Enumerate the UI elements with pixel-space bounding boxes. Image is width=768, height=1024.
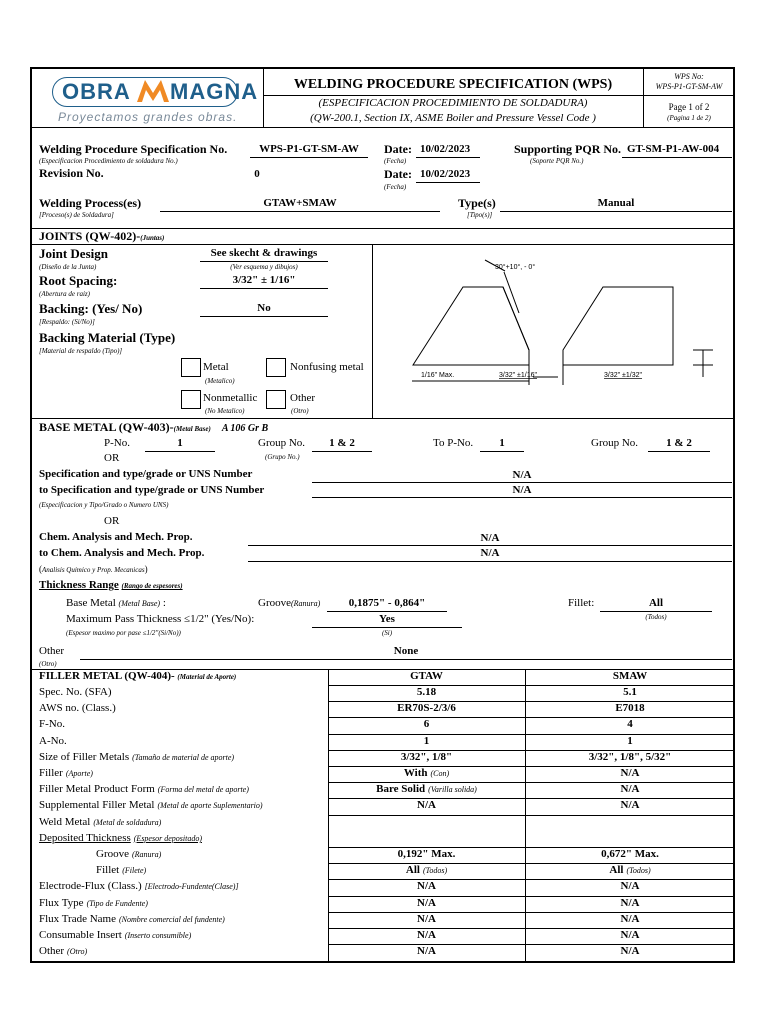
joint-design-label: Joint Design <box>39 246 108 261</box>
filler-row-label <box>39 832 202 844</box>
other-base-line <box>80 659 732 660</box>
filler-cell-gtaw <box>328 718 525 730</box>
other-base-label-es: (Otro) <box>39 660 57 668</box>
filler-row-label-text: Flux Type <box>39 896 84 909</box>
filler-row-label-es: (Filete) <box>122 866 147 876</box>
filler-cell-value: Bare Solid <box>376 783 426 796</box>
to-chem-line <box>248 561 732 562</box>
filler-cell-gtaw <box>328 735 525 747</box>
fillet-thick-value: All <box>648 597 664 609</box>
chem-label: Chem. Analysis and Mech. Prop. <box>39 531 193 543</box>
spec-line <box>312 482 732 483</box>
thickness-range-es: (Rango de espesores) <box>121 582 183 590</box>
pqr-line <box>622 157 732 158</box>
max-pass-label: Maximum Pass Thickness ≤1/2" (Yes/No): <box>66 613 255 625</box>
date-label: Date: <box>384 142 412 156</box>
filler-row-label <box>96 864 146 876</box>
filler-row-label-text: Spec. No. (SFA) <box>39 686 112 698</box>
filler-row-label-es: (Otro) <box>67 947 88 957</box>
fillet-thick-value-es: (Todos) <box>645 613 667 621</box>
filler-cell-value: 0,192" Max. <box>397 848 456 860</box>
wps-no-label: WPS No: <box>674 72 704 81</box>
page-number: Page 1 of 2 <box>668 102 710 112</box>
filler-row-label-es: (Inserto consumible) <box>124 931 192 940</box>
metal-checkbox[interactable] <box>181 358 201 377</box>
date2-value: 10/02/2023 <box>420 168 471 180</box>
joints-section-title <box>39 229 164 244</box>
group2-value: 1 & 2 <box>666 437 692 449</box>
page-number-es: (Pagina 1 de 2) <box>667 114 711 122</box>
wps-spec-label: Welding Procedure Specification No. <box>39 142 228 156</box>
spec-value: N/A <box>512 469 532 481</box>
joints-title-text: JOINTS (QW-402)- <box>39 229 141 243</box>
filler-cell-value: N/A <box>417 896 436 909</box>
filler-cell-value: N/A <box>620 945 640 958</box>
thickness-range-title <box>39 579 183 591</box>
joint-design-value: See skecht & drawings <box>210 247 318 259</box>
other-checkbox[interactable] <box>266 390 286 409</box>
backing-label-es: [Respaldo: (Si/No)] <box>39 318 95 326</box>
backing-material-label: Backing Material (Type) <box>39 330 176 345</box>
base-metal-top-rule <box>30 418 735 419</box>
logo-agna: MAGNA <box>170 79 259 104</box>
form-subtitle-es: (ESPECIFICACION PROCEDIMIENTO DE SOLDADURA) <box>318 97 588 109</box>
chem-line <box>248 545 732 546</box>
wps-spec-line <box>250 157 368 158</box>
filler-row-label <box>39 767 93 779</box>
filler-cell-smaw <box>525 702 735 714</box>
process-label: Welding Process(es) <box>39 196 142 210</box>
filler-cell-smaw <box>525 945 735 957</box>
filler-cell-smaw <box>525 864 735 876</box>
filler-cell-value-es: (Todos) <box>626 866 651 876</box>
root-spacing-value: 3/32" ± 1/16" <box>232 274 296 286</box>
filler-cell-value: ER70S-2/3/6 <box>397 702 456 715</box>
group-no-value: 1 & 2 <box>329 437 355 449</box>
filler-row-label <box>39 702 116 714</box>
filler-cell-gtaw <box>328 897 525 909</box>
backing-label: Backing: (Yes/ No) <box>39 301 143 316</box>
pqr-value: GT-SM-P1-AW-004 <box>627 143 720 155</box>
nonmetallic-option-label: Nonmetallic <box>203 392 258 404</box>
filler-cell-value: 3/32", 1/8", 5/32" <box>588 750 672 763</box>
groove-thick-text: Groove <box>258 597 291 609</box>
joint-design-line <box>200 261 328 262</box>
filler-cell-value: All <box>405 864 420 877</box>
to-chem-label: to Chem. Analysis and Mech. Prop. <box>39 547 205 559</box>
p-no-value: 1 <box>177 437 183 449</box>
chem-label-es <box>39 564 148 574</box>
type-label-es: [Tipo(s)] <box>467 211 493 219</box>
nonfusing-option-label: Nonfusing metal <box>290 361 364 373</box>
base-metal-thick-label: Base Metal (Metal Base) : <box>66 597 166 609</box>
filler-row-label-text: Other <box>39 945 65 958</box>
joint-sketch-diagram <box>373 245 735 417</box>
filler-cell-smaw <box>525 848 735 860</box>
filler-row-label <box>39 783 249 795</box>
to-p-no-label: To P-No. <box>433 437 474 449</box>
filler-cell-value: N/A <box>417 929 436 941</box>
filler-cell-value: 0,672" Max. <box>601 848 659 860</box>
filler-row-label-text: Groove <box>96 848 129 860</box>
root-spacing-label: Root Spacing: <box>39 273 118 288</box>
header-bottom-rule <box>30 127 735 128</box>
type-line <box>500 211 732 212</box>
filler-row-label <box>39 686 112 698</box>
filler-cell-value: 5.18 <box>416 686 437 698</box>
to-p-no-value: 1 <box>499 437 505 449</box>
other-base-label: Other <box>39 645 65 657</box>
filler-cell-value-es: (Todos) <box>422 866 448 876</box>
wps-spec-value: WPS-P1-GT-SM-AW <box>259 143 359 155</box>
other-option-label: Other <box>290 392 316 404</box>
filler-row-label-es: [Electrodo-Fundente(Clase)] <box>144 882 239 892</box>
filler-cell-value: All <box>609 864 624 877</box>
gap-label: 3/32" ±1/16" <box>499 372 538 379</box>
filler-cell-smaw <box>525 751 735 763</box>
wps-no-value: WPS-P1-GT-SM-AW <box>655 82 723 91</box>
spec-label: Specification and type/grade or UNS Number <box>39 468 253 480</box>
joints-title-es: (Juntas) <box>140 234 165 242</box>
right-plate <box>563 287 673 365</box>
filler-col-gtaw: GTAW <box>410 670 443 682</box>
type-value: Manual <box>597 197 635 209</box>
groove-thick-label <box>258 597 320 609</box>
title-rule <box>263 95 643 96</box>
logo-m-icon <box>136 75 170 105</box>
filler-row-label-es: (Tipo de Fundente) <box>86 898 148 908</box>
filler-cell-smaw <box>525 929 735 941</box>
filler-cell-smaw <box>525 735 735 747</box>
filler-cell-value: N/A <box>620 929 640 941</box>
date-value: 10/02/2023 <box>420 143 471 155</box>
filler-cell-value: 1 <box>627 734 633 747</box>
filler-cell-gtaw <box>328 751 525 763</box>
base-metal-thick-es: (Metal Base) <box>118 599 161 608</box>
filler-cell-value: E7018 <box>615 702 645 715</box>
filler-cell-value-es: (Con) <box>430 769 450 778</box>
max-pass-label-es: (Espesor maximo por pase ≤1/2"(Si/No)) <box>66 629 181 637</box>
filler-cell-smaw <box>525 718 735 730</box>
filler-row-label-text: Electrode-Flux (Class.) <box>39 880 142 893</box>
or-label-2: OR <box>104 515 120 527</box>
filler-row-label <box>39 718 65 730</box>
filler-row-label <box>39 735 67 747</box>
code-reference: (QW-200.1, Section IX, ASME Boiler and Pressure Vessel Code ) <box>310 112 596 124</box>
filler-row-label-text: Fillet <box>96 864 120 877</box>
filler-row-label <box>39 945 87 957</box>
max-pass-value-es: (Si) <box>381 629 393 637</box>
filler-row-label-text: Deposited Thickness <box>39 831 131 844</box>
filler-cell-gtaw <box>328 945 525 957</box>
filler-cell-gtaw <box>328 702 525 714</box>
filler-row-label-es: (Espesor depositado) <box>133 833 202 843</box>
base-metal-title-text: BASE METAL (QW-403)- <box>39 420 174 434</box>
joint-design-label-es: (Diseño de la Junta) <box>39 263 97 271</box>
backing-material-label-es: [Material de respaldo (Tipo)] <box>39 347 123 355</box>
filler-cell-value: N/A <box>620 896 640 909</box>
fillet-thick-line <box>600 611 712 612</box>
base-metal-section-title <box>39 420 268 435</box>
nonfusing-checkbox[interactable] <box>266 358 286 377</box>
filler-cell-value: N/A <box>620 912 640 925</box>
filler-row-label-text: Flux Trade Name <box>39 912 116 925</box>
logo-tagline: Proyectamos grandes obras. <box>58 110 238 124</box>
filler-cell-gtaw <box>328 686 525 698</box>
filler-row-label <box>39 929 191 941</box>
filler-row-label-es: (Nombre comercial del fundente) <box>119 914 225 924</box>
gap-label-2: 3/32" ±1/32" <box>604 372 643 379</box>
filler-row-label-es: (Metal de soldadura) <box>93 817 162 827</box>
groove-thick-es: (Ranura) <box>291 599 321 608</box>
filler-cell-smaw <box>525 783 735 795</box>
base-metal-title-es: (Metal Base) <box>173 425 211 433</box>
filler-row-label <box>39 816 161 828</box>
chem-es-open: ( <box>39 564 42 574</box>
filler-row-label-text: Filler Metal Product Form <box>39 783 155 796</box>
filler-cell-value: N/A <box>620 767 640 779</box>
land-label: 1/16" Max. <box>421 372 455 379</box>
groove-thick-line <box>327 611 447 612</box>
or-label-1: OR <box>104 452 120 464</box>
group-no-label: Group No. <box>258 437 306 449</box>
filler-cell-smaw <box>525 913 735 925</box>
filler-cell-value-es: (Varilla solida) <box>428 785 477 795</box>
wps-no-rule <box>643 95 735 96</box>
filler-cell-value: N/A <box>620 783 640 796</box>
filler-row-label-text: Supplemental Filler Metal <box>39 799 155 812</box>
filler-row-label <box>39 897 148 909</box>
group-no-label-es: (Grupo No.) <box>265 453 300 461</box>
type-label: Type(s) <box>458 196 496 210</box>
filler-cell-value: N/A <box>417 799 436 812</box>
fillet-thick-label: Fillet: <box>568 597 595 609</box>
filler-cell-value: 3/32", 1/8" <box>400 750 453 763</box>
joint-design-value-es: (Ver esquema y dibujos) <box>230 263 298 271</box>
filler-cell-smaw <box>525 799 735 811</box>
metal-option-label: Metal <box>203 361 229 373</box>
group2-label: Group No. <box>591 437 639 449</box>
filler-row-label-es: (Ranura) <box>132 850 162 859</box>
filler-cell-gtaw <box>328 848 525 860</box>
revision-value: 0 <box>254 168 260 180</box>
thickness-range-text: Thickness Range <box>39 579 119 591</box>
p-no-label: P-No. <box>104 437 130 449</box>
left-plate <box>413 287 529 365</box>
filler-row-label-text: Consumable Insert <box>39 929 122 941</box>
process-value: GTAW+SMAW <box>263 197 337 209</box>
filler-cell-smaw <box>525 880 735 892</box>
date2-label: Date: <box>384 167 412 181</box>
logo-obra: OBRA <box>62 79 131 104</box>
filler-row-label <box>39 751 234 763</box>
filler-cell-smaw <box>525 686 735 698</box>
process-label-es: [Proceso(s) de Soldadura] <box>39 211 114 219</box>
filler-col-smaw: SMAW <box>612 670 648 682</box>
metal-option-label-es: (Metalico) <box>205 377 235 385</box>
filler-row-label-text: AWS no. (Class.) <box>39 702 116 715</box>
filler-row-label <box>39 880 239 892</box>
filler-cell-gtaw <box>328 880 525 892</box>
max-pass-line <box>312 627 462 628</box>
max-pass-value: Yes <box>379 613 395 625</box>
chem-value: N/A <box>480 532 500 544</box>
to-spec-value: N/A <box>512 484 532 496</box>
date2-line <box>416 182 480 183</box>
date-label-es: (Fecha) <box>384 157 407 165</box>
filler-cell-smaw <box>525 767 735 779</box>
filler-cell-value: N/A <box>417 945 436 958</box>
pqr-label: Supporting PQR No. <box>514 142 622 156</box>
process-line <box>160 211 440 212</box>
filler-row-label <box>96 848 161 860</box>
filler-cell-gtaw <box>328 929 525 941</box>
revision-label: Revision No. <box>39 166 104 180</box>
filler-title-es: (Material de Aporte) <box>177 673 237 681</box>
filler-cell-value: 5.1 <box>623 686 637 698</box>
pqr-label-es: (Soporte PQR No.) <box>530 157 584 165</box>
root-spacing-line <box>200 288 328 289</box>
filler-cell-value: N/A <box>417 880 436 893</box>
filler-row-rule <box>328 815 735 816</box>
filler-section-title <box>39 670 236 682</box>
filler-cell-value: N/A <box>620 880 640 893</box>
nonmetallic-option-label-es: (No Metalico) <box>205 407 245 415</box>
other-base-value: None <box>393 645 419 657</box>
group-no-line <box>312 451 372 452</box>
backing-value: No <box>257 302 271 314</box>
to-spec-label: to Specification and type/grade or UNS Number <box>39 484 265 496</box>
filler-title-text: FILLER METAL (QW-404)- <box>39 670 175 682</box>
root-spacing-label-es: (Abertura de raiz) <box>39 290 90 298</box>
to-spec-line <box>312 497 732 498</box>
nonmetallic-checkbox[interactable] <box>181 390 201 409</box>
spec-label-es: (Especificacion y Tipo/Grado o Numero UNS) <box>39 501 169 509</box>
filler-row-label-es: (Tamaño de material de aporte) <box>132 752 235 762</box>
filler-cell-value: 4 <box>627 718 633 731</box>
filler-cell-smaw <box>525 897 735 909</box>
to-p-no-line <box>480 451 524 452</box>
filler-row-label <box>39 799 263 811</box>
company-logo <box>52 75 259 111</box>
chem-es-close: ) <box>144 564 148 574</box>
filler-cell-value: With <box>403 767 428 779</box>
filler-row-label-text: F-No. <box>39 718 65 731</box>
filler-cell-value: N/A <box>620 799 640 812</box>
date-line <box>416 157 480 158</box>
bevel-angle-label: 30°+10°, - 0° <box>495 264 536 271</box>
filler-row-label-text: Filler <box>39 767 63 779</box>
filler-cell-gtaw <box>328 864 525 876</box>
wps-spec-label-es: (Especificacion Procedimiento de soldadura No.) <box>39 157 178 165</box>
date2-label-es: (Fecha) <box>384 183 407 191</box>
filler-row-label-es: (Aporte) <box>65 769 93 778</box>
filler-row-label <box>39 913 225 925</box>
groove-thick-value: 0,1875" - 0,864" <box>348 597 426 609</box>
filler-cell-gtaw <box>328 767 525 779</box>
filler-row-label-es: (Metal de aporte Suplementario) <box>157 801 263 811</box>
filler-cell-value: 1 <box>423 734 430 747</box>
filler-row-label-text: Weld Metal <box>39 815 91 828</box>
filler-row-label-es: (Forma del metal de aporte) <box>157 785 249 795</box>
filler-cell-value: 6 <box>423 718 430 731</box>
to-chem-value: N/A <box>480 547 500 559</box>
filler-cell-value: N/A <box>417 912 436 925</box>
other-option-label-es: (Otro) <box>291 407 309 415</box>
backing-line <box>200 316 328 317</box>
base-metal-thick-text: Base Metal <box>66 597 116 609</box>
group2-line <box>648 451 710 452</box>
filler-row-label-text: A-No. <box>39 734 67 747</box>
p-no-line <box>145 451 215 452</box>
form-title: WELDING PROCEDURE SPECIFICATION (WPS) <box>293 77 613 92</box>
filler-cell-gtaw <box>328 783 525 795</box>
filler-cell-gtaw <box>328 913 525 925</box>
base-material: A 106 Gr B <box>221 423 269 434</box>
filler-row-label-text: Size of Filler Metals <box>39 750 130 763</box>
filler-cell-gtaw <box>328 799 525 811</box>
chem-es-text: Analisis Quimico y Prop. Mecanicas <box>42 566 145 574</box>
